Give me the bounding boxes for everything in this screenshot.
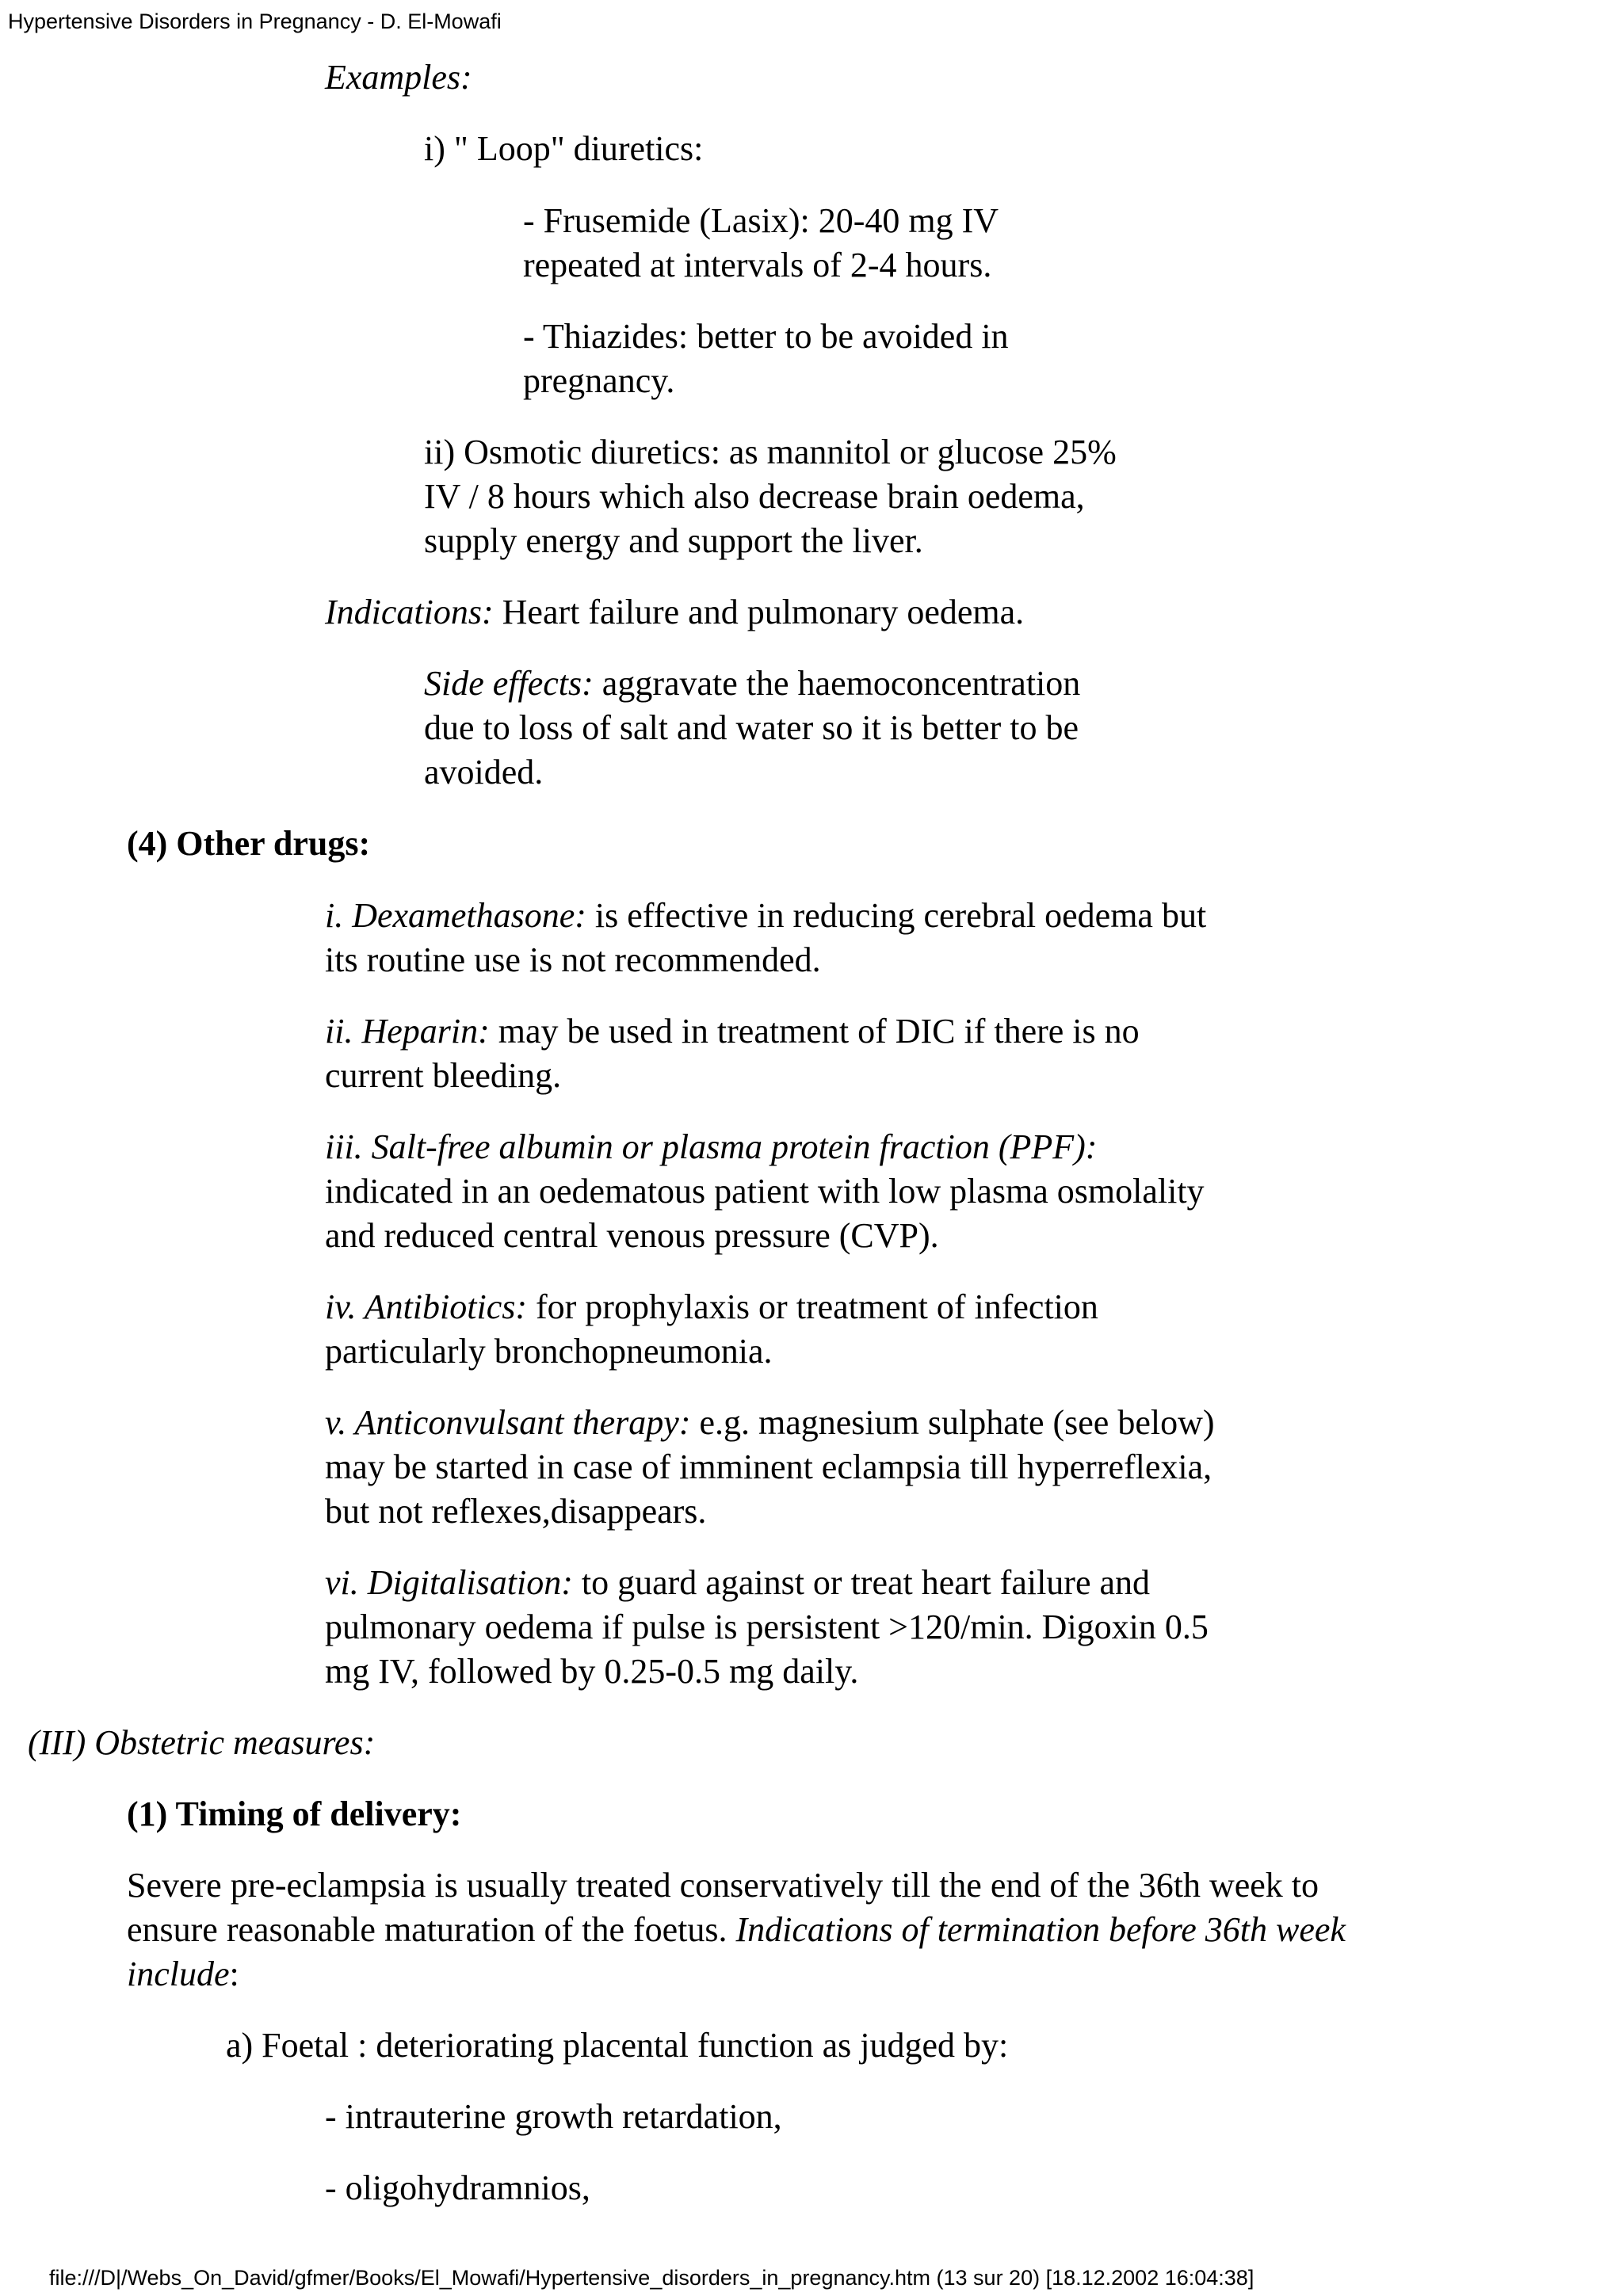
digitalisation-line-1 [325,1561,1150,1605]
page-header: Hypertensive Disorders in Pregnancy - D. El-Mowafi [8,10,502,33]
antibiotics-text: for prophylaxis or treatment of infection [527,1287,1098,1326]
side-effects-line-2: due to loss of salt and water so it is better to be [424,708,1079,747]
dexamethasone-line-2: its routine use is not recommended. [325,940,821,979]
colon-text: : [229,1955,239,1993]
bullet-oligohydramnios: - oligohydramnios, [325,2168,590,2207]
digitalisation-line-2: pulmonary oedema if pulse is persistent >120/min. Digoxin 0.5 [325,1608,1209,1646]
timing-paragraph-line-3 [127,1952,239,1997]
side-effects-text: aggravate the haemoconcentration [593,664,1081,703]
digitalisation-line-3: mg IV, followed by 0.25-0.5 mg daily. [325,1652,859,1691]
indications-label: Indications: [325,593,494,631]
albumin-label: iii. Salt-free albumin or plasma protein fraction (PPF): [325,1127,1098,1166]
page-footer-path: file:///D|/Webs_On_David/gfmer/Books/El_Mowafi/Hypertensive_disorders_in_pregnancy.htm (13 sur 20) [18.12.2002 16:04:38] [49,2266,1254,2290]
antibiotics-line-1 [325,1285,1098,1329]
timing-paragraph-text: ensure reasonable maturation of the foetus. [127,1910,736,1949]
antibiotics-label: iv. Antibiotics: [325,1287,527,1326]
termination-indications-text: Indications of termination before 36th week [735,1910,1346,1949]
osmotic-line-2: IV / 8 hours which also decrease brain oedema, [424,477,1085,516]
dexamethasone-label: i. Dexamethasone: [325,896,586,935]
heparin-text: may be used in treatment of DIC if there is no [489,1012,1140,1051]
digitalisation-label: vi. Digitalisation: [325,1563,573,1602]
timing-paragraph-line-2 [127,1908,1346,1952]
osmotic-line-3: supply energy and support the liver. [424,521,923,560]
side-effects-line-1 [424,662,1080,706]
frusemide-line-2: repeated at intervals of 2-4 hours. [523,246,992,284]
obstetric-measures-heading: (III) Obstetric measures: [28,1723,376,1762]
side-effects-label: Side effects: [424,664,594,703]
antibiotics-line-2: particularly bronchopneumonia. [325,1332,773,1371]
albumin-line-2: indicated in an oedematous patient with low plasma osmolality [325,1172,1205,1211]
albumin-line-1 [325,1125,1097,1169]
foetal-indication: a) Foetal : deteriorating placental function as judged by: [226,2026,1009,2065]
thiazides-line-1: - Thiazides: better to be avoided in [523,317,1009,356]
indications-paragraph [325,590,1024,635]
anticonvulsant-line-2: may be started in case of imminent eclampsia till hyperreflexia, [325,1447,1212,1486]
side-effects-line-3: avoided. [424,753,544,791]
heparin-line-2: current bleeding. [325,1056,562,1095]
bullet-growth-retardation: - intrauterine growth retardation, [325,2097,782,2136]
heparin-line-1 [325,1009,1140,1054]
dexamethasone-line-1 [325,894,1206,938]
examples-label: Examples: [325,58,472,97]
anticonvulsant-text: e.g. magnesium sulphate (see below) [690,1403,1215,1442]
anticonvulsant-label: v. Anticonvulsant therapy: [325,1403,691,1442]
heparin-label: ii. Heparin: [325,1012,490,1051]
timing-paragraph-line-1: Severe pre-eclampsia is usually treated conservatively till the end of the 36th week to [127,1866,1319,1905]
include-text: include [127,1955,230,1993]
frusemide-line-1: - Frusemide (Lasix): 20-40 mg IV [523,201,999,240]
dexamethasone-text: is effective in reducing cerebral oedema but [586,896,1207,935]
thiazides-line-2: pregnancy. [523,361,675,400]
osmotic-line-1: ii) Osmotic diuretics: as mannitol or glucose 25% [424,433,1117,471]
albumin-line-3: and reduced central venous pressure (CVP). [325,1216,939,1255]
other-drugs-heading: (4) Other drugs: [127,824,371,863]
loop-diuretics-title: i) " Loop" diuretics: [424,129,704,168]
anticonvulsant-line-1 [325,1401,1215,1445]
timing-of-delivery-heading: (1) Timing of delivery: [127,1794,462,1833]
anticonvulsant-line-3: but not reflexes,disappears. [325,1492,707,1531]
indications-text: Heart failure and pulmonary oedema. [493,593,1025,631]
digitalisation-text: to guard against or treat heart failure and [572,1563,1151,1602]
